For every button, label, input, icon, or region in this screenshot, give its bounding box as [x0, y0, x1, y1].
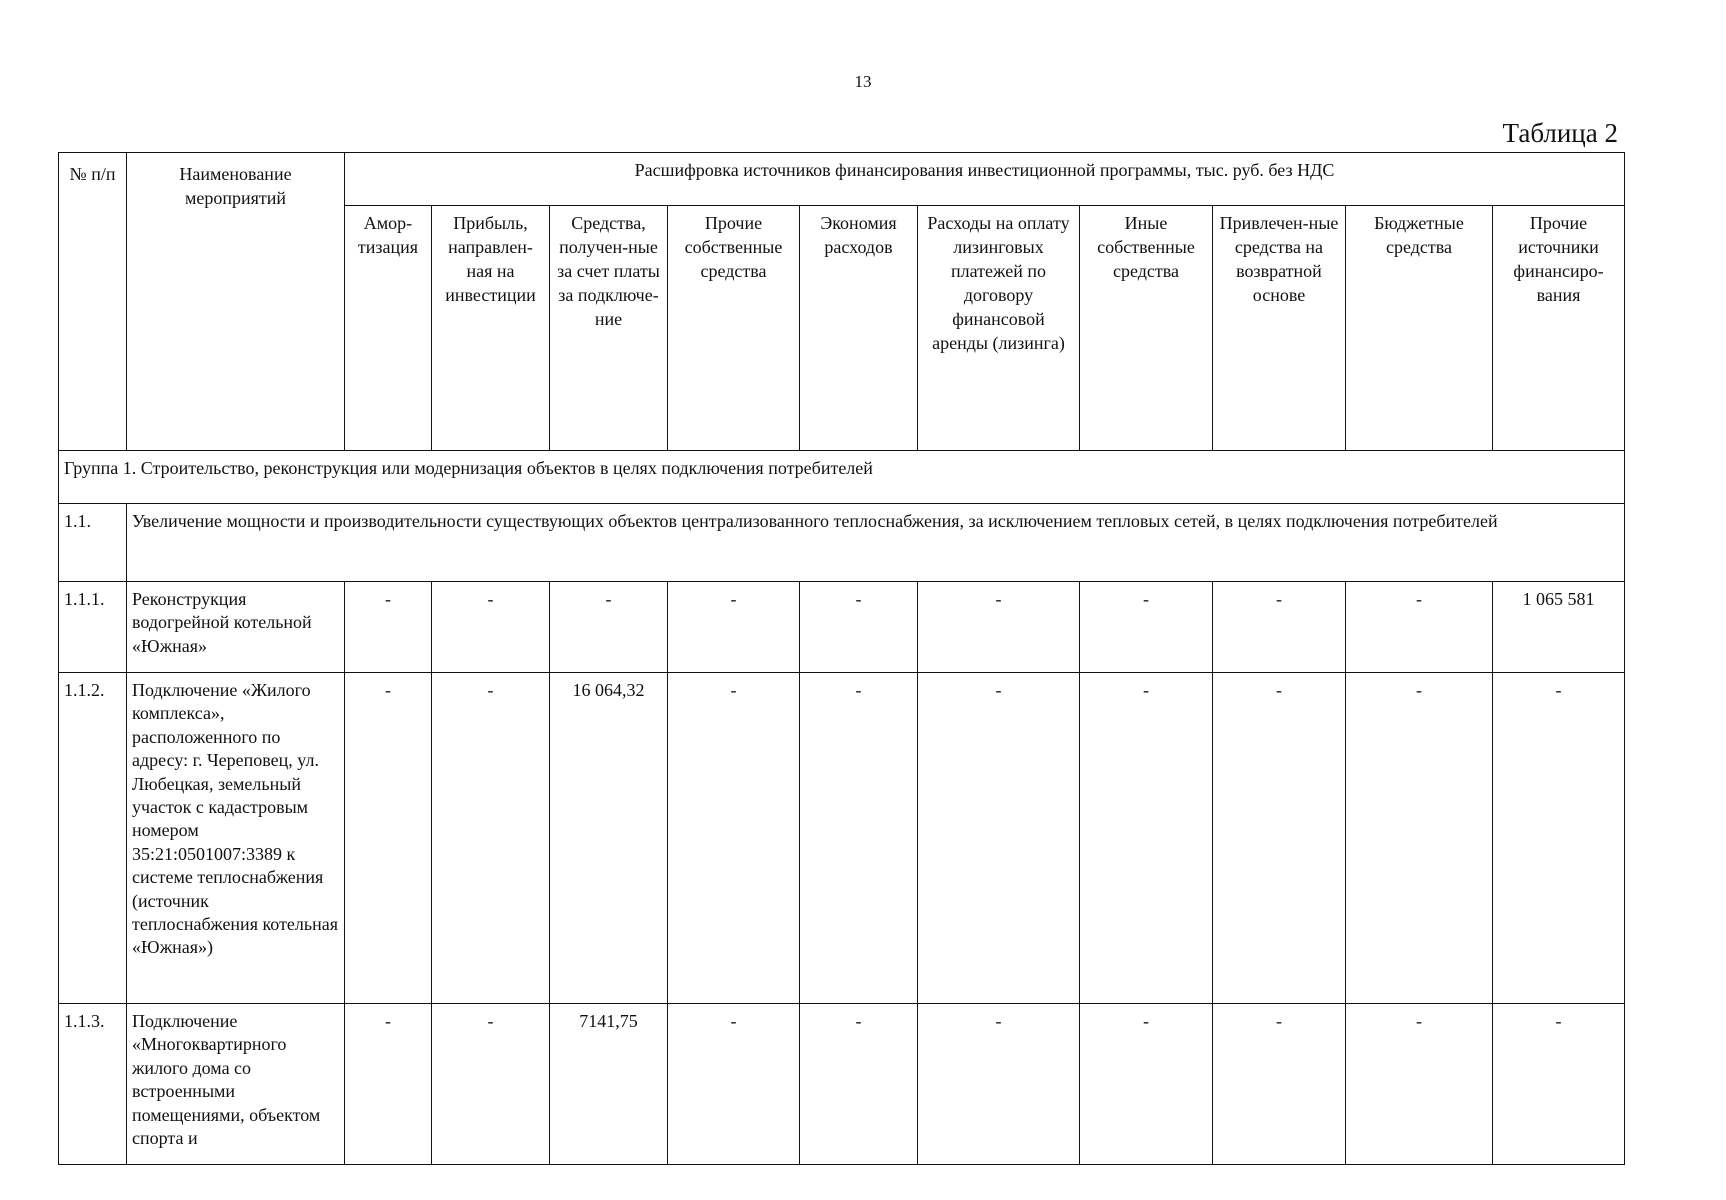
table-cell: - — [800, 1004, 918, 1165]
table-cell: - — [345, 673, 432, 1004]
row-num: 1.1.3. — [59, 1004, 127, 1165]
table-cell: 16 064,32 — [550, 673, 668, 1004]
header-num: № п/п — [59, 153, 127, 451]
table-cell: 7141,75 — [550, 1004, 668, 1165]
page-number: 13 — [854, 72, 872, 91]
header-col: Амор-тизация — [345, 206, 432, 451]
table-cell: - — [345, 1004, 432, 1165]
header-col: Прочие собственные средства — [668, 206, 800, 451]
table-cell: - — [1080, 1004, 1213, 1165]
group-row — [59, 451, 1625, 504]
table-cell: - — [1213, 1004, 1346, 1165]
table-cell: - — [668, 1004, 800, 1165]
table-cell: - — [1213, 673, 1346, 1004]
header-col: Расходы на оплату лизинговых платежей по договору финансовой аренды (лизинга) — [918, 206, 1080, 451]
table-row — [59, 673, 1625, 1004]
row-name: Реконструкция водогрейной котельной «Южная» — [127, 582, 345, 673]
table-cell: - — [1493, 673, 1625, 1004]
row-name: Подключение «Многоквартирного жилого дома со встроенными помещениями, объектом спорта и — [127, 1004, 345, 1165]
table-cell: - — [1346, 582, 1493, 673]
table-cell: - — [432, 582, 550, 673]
table-label: Таблица 2 — [1502, 118, 1618, 148]
group-title: Группа 1. Строительство, реконструкция или модернизация объектов в целях подключения потребителей — [59, 451, 1625, 504]
table-cell: - — [668, 582, 800, 673]
table-cell: - — [918, 673, 1080, 1004]
table-cell: - — [800, 673, 918, 1004]
table-cell: - — [1346, 1004, 1493, 1165]
header-col: Средства, получен-ные за счет платы за подключе-ние — [550, 206, 668, 451]
header-col: Прочие источники финансиро-вания — [1493, 206, 1625, 451]
header-row — [59, 153, 1625, 206]
table-cell: - — [1080, 673, 1213, 1004]
table-cell: - — [1346, 673, 1493, 1004]
table-cell: - — [918, 1004, 1080, 1165]
subgroup-num: 1.1. — [59, 504, 127, 582]
subgroup-row — [59, 504, 1625, 582]
table-cell: - — [918, 582, 1080, 673]
table-cell: - — [432, 673, 550, 1004]
table-cell: - — [432, 1004, 550, 1165]
header-col: Экономия расходов — [800, 206, 918, 451]
table-row — [59, 1004, 1625, 1165]
table-row — [59, 582, 1625, 673]
table-cell: - — [1080, 582, 1213, 673]
header-col: Привлечен-ные средства на возвратной основе — [1213, 206, 1346, 451]
header-name: Наименование мероприятий — [127, 153, 345, 451]
table-cell: - — [800, 582, 918, 673]
header-col: Иные собственные средства — [1080, 206, 1213, 451]
header-col: Прибыль, направлен-ная на инвестиции — [432, 206, 550, 451]
header-sources-title: Расшифровка источников финансирования инвестиционной программы, тыс. руб. без НДС — [345, 153, 1625, 206]
subgroup-name: Увеличение мощности и производительности существующих объектов централизованного теплоснабжения, за исключением тепловых сетей, в целях подключения потребителей — [127, 504, 1625, 582]
table-cell: - — [345, 582, 432, 673]
table-cell: - — [668, 673, 800, 1004]
table-cell: - — [1493, 1004, 1625, 1165]
row-name: Подключение «Жилого комплекса», расположенного по адресу: г. Череповец, ул. Любецкая, земельный участок с кадастровым номером 35:21:0501007:3389 к системе теплоснабжения (источник теплоснабжения котельная «Южная») — [127, 673, 345, 1004]
financing-table — [58, 152, 1625, 1165]
row-num: 1.1.2. — [59, 673, 127, 1004]
row-num: 1.1.1. — [59, 582, 127, 673]
table-cell: - — [1213, 582, 1346, 673]
header-col: Бюджетные средства — [1346, 206, 1493, 451]
table-cell: - — [550, 582, 668, 673]
table-cell: 1 065 581 — [1493, 582, 1625, 673]
